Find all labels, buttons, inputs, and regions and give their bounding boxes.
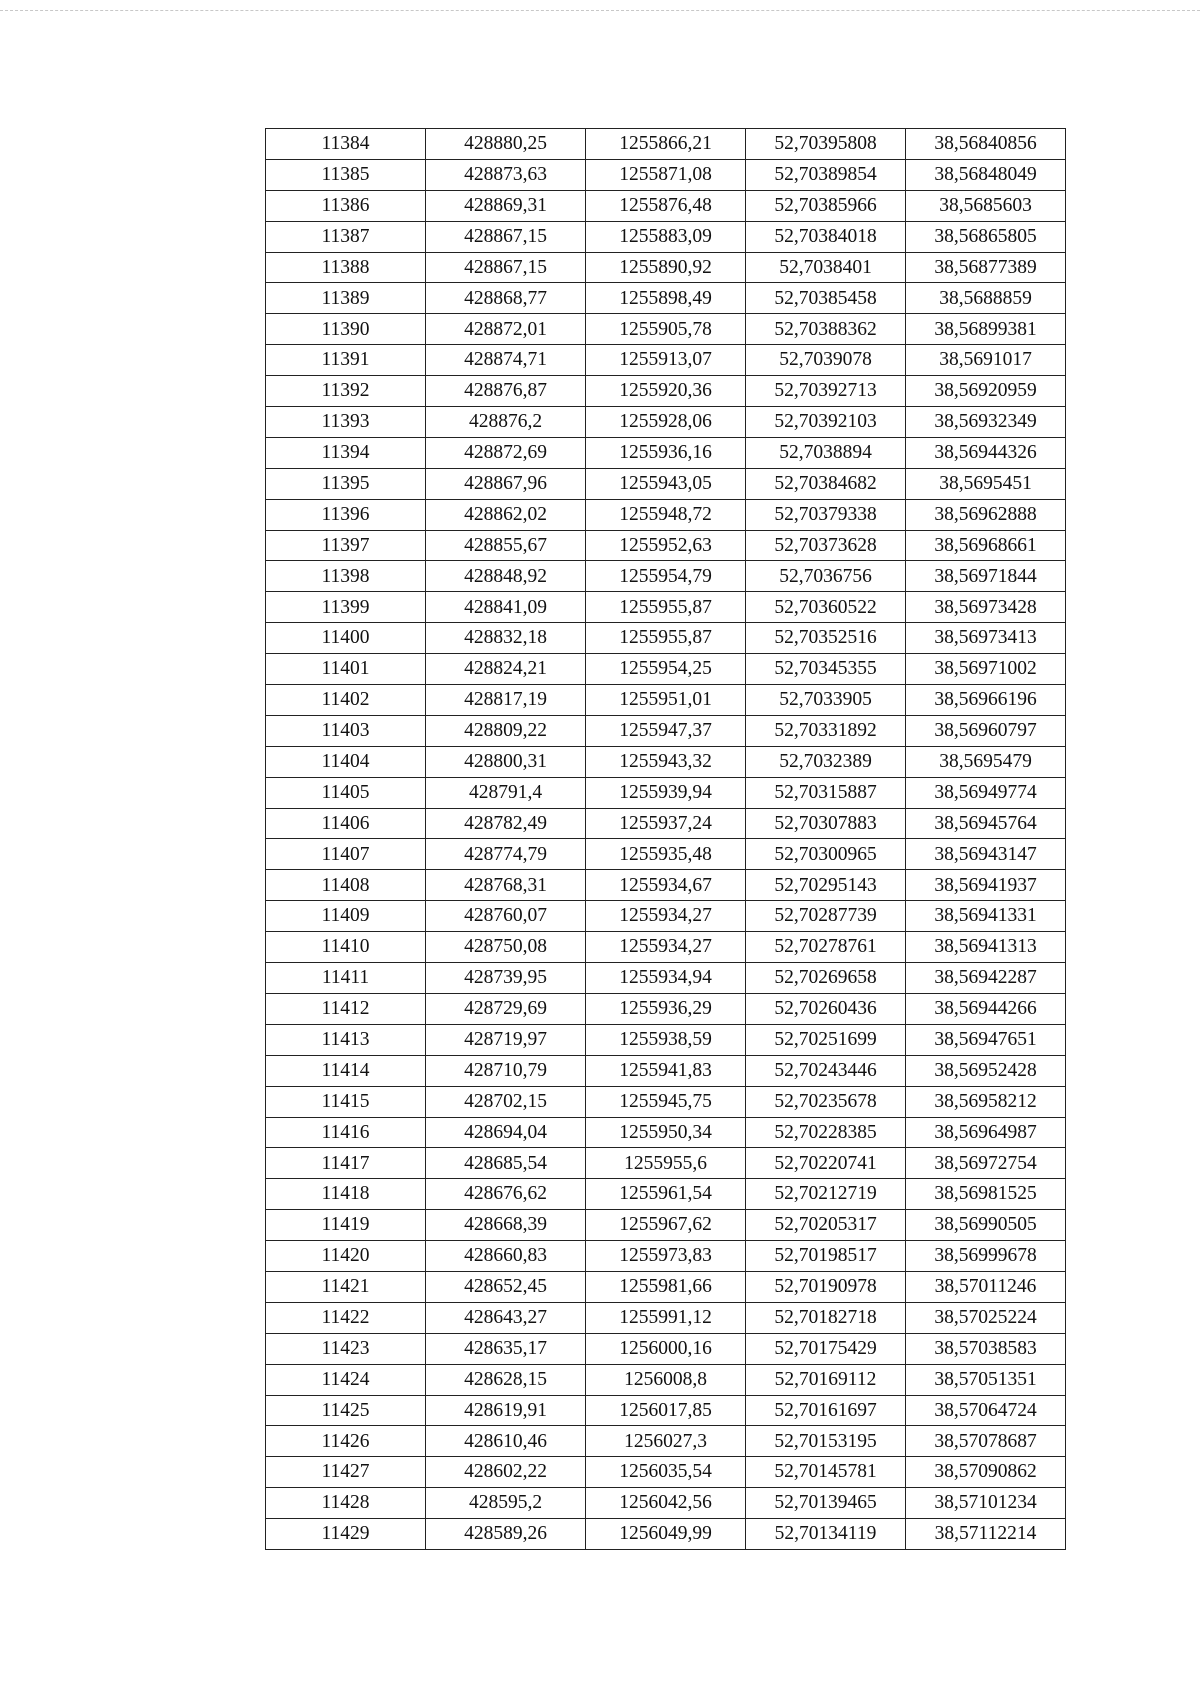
x-coordinate-cell: 428880,25 — [426, 129, 586, 160]
x-coordinate-cell: 428774,79 — [426, 839, 586, 870]
x-coordinate-cell: 428750,08 — [426, 932, 586, 963]
latitude-cell: 52,70395808 — [746, 129, 906, 160]
x-coordinate-cell: 428768,31 — [426, 870, 586, 901]
latitude-cell: 52,70161697 — [746, 1395, 906, 1426]
latitude-cell: 52,70260436 — [746, 993, 906, 1024]
table-row — [266, 839, 1066, 870]
y-coordinate-cell: 1255955,87 — [586, 623, 746, 654]
latitude-cell: 52,70360522 — [746, 592, 906, 623]
latitude-cell: 52,70153195 — [746, 1426, 906, 1457]
x-coordinate-cell: 428876,2 — [426, 407, 586, 438]
point-number-cell: 11417 — [266, 1148, 426, 1179]
table-row — [266, 561, 1066, 592]
latitude-cell: 52,70384018 — [746, 221, 906, 252]
latitude-cell: 52,7038401 — [746, 252, 906, 283]
y-coordinate-cell: 1255973,83 — [586, 1241, 746, 1272]
table-row — [266, 1426, 1066, 1457]
longitude-cell: 38,57025224 — [906, 1302, 1066, 1333]
latitude-cell: 52,70175429 — [746, 1333, 906, 1364]
point-number-cell: 11405 — [266, 777, 426, 808]
longitude-cell: 38,56960797 — [906, 715, 1066, 746]
x-coordinate-cell: 428595,2 — [426, 1488, 586, 1519]
table-row — [266, 129, 1066, 160]
longitude-cell: 38,56990505 — [906, 1210, 1066, 1241]
y-coordinate-cell: 1255913,07 — [586, 345, 746, 376]
y-coordinate-cell: 1255934,94 — [586, 963, 746, 994]
x-coordinate-cell: 428832,18 — [426, 623, 586, 654]
point-number-cell: 11403 — [266, 715, 426, 746]
x-coordinate-cell: 428848,92 — [426, 561, 586, 592]
point-number-cell: 11409 — [266, 901, 426, 932]
x-coordinate-cell: 428685,54 — [426, 1148, 586, 1179]
x-coordinate-cell: 428702,15 — [426, 1086, 586, 1117]
point-number-cell: 11391 — [266, 345, 426, 376]
longitude-cell: 38,56973428 — [906, 592, 1066, 623]
latitude-cell: 52,70190978 — [746, 1271, 906, 1302]
x-coordinate-cell: 428676,62 — [426, 1179, 586, 1210]
longitude-cell: 38,57038583 — [906, 1333, 1066, 1364]
longitude-cell: 38,56840856 — [906, 129, 1066, 160]
latitude-cell: 52,70145781 — [746, 1457, 906, 1488]
table-row — [266, 901, 1066, 932]
longitude-cell: 38,56899381 — [906, 314, 1066, 345]
table-row — [266, 159, 1066, 190]
point-number-cell: 11404 — [266, 746, 426, 777]
point-number-cell: 11416 — [266, 1117, 426, 1148]
longitude-cell: 38,56943147 — [906, 839, 1066, 870]
y-coordinate-cell: 1255883,09 — [586, 221, 746, 252]
y-coordinate-cell: 1255952,63 — [586, 530, 746, 561]
latitude-cell: 52,70278761 — [746, 932, 906, 963]
y-coordinate-cell: 1255955,87 — [586, 592, 746, 623]
longitude-cell: 38,5685603 — [906, 190, 1066, 221]
table-row — [266, 932, 1066, 963]
x-coordinate-cell: 428643,27 — [426, 1302, 586, 1333]
x-coordinate-cell: 428635,17 — [426, 1333, 586, 1364]
longitude-cell: 38,56944266 — [906, 993, 1066, 1024]
latitude-cell: 52,70315887 — [746, 777, 906, 808]
y-coordinate-cell: 1255943,05 — [586, 468, 746, 499]
longitude-cell: 38,56848049 — [906, 159, 1066, 190]
latitude-cell: 52,7039078 — [746, 345, 906, 376]
point-number-cell: 11408 — [266, 870, 426, 901]
table-row — [266, 190, 1066, 221]
point-number-cell: 11393 — [266, 407, 426, 438]
x-coordinate-cell: 428668,39 — [426, 1210, 586, 1241]
point-number-cell: 11422 — [266, 1302, 426, 1333]
point-number-cell: 11414 — [266, 1055, 426, 1086]
x-coordinate-cell: 428862,02 — [426, 499, 586, 530]
latitude-cell: 52,70269658 — [746, 963, 906, 994]
point-number-cell: 11394 — [266, 437, 426, 468]
latitude-cell: 52,70243446 — [746, 1055, 906, 1086]
y-coordinate-cell: 1255938,59 — [586, 1024, 746, 1055]
coordinates-table-body — [266, 129, 1066, 1550]
point-number-cell: 11385 — [266, 159, 426, 190]
y-coordinate-cell: 1255934,27 — [586, 901, 746, 932]
table-row — [266, 1488, 1066, 1519]
x-coordinate-cell: 428876,87 — [426, 376, 586, 407]
table-row — [266, 1241, 1066, 1272]
y-coordinate-cell: 1256049,99 — [586, 1519, 746, 1550]
latitude-cell: 52,70392713 — [746, 376, 906, 407]
longitude-cell: 38,56964987 — [906, 1117, 1066, 1148]
point-number-cell: 11429 — [266, 1519, 426, 1550]
x-coordinate-cell: 428809,22 — [426, 715, 586, 746]
table-row — [266, 221, 1066, 252]
table-row — [266, 777, 1066, 808]
point-number-cell: 11428 — [266, 1488, 426, 1519]
y-coordinate-cell: 1255934,67 — [586, 870, 746, 901]
longitude-cell: 38,57064724 — [906, 1395, 1066, 1426]
longitude-cell: 38,57011246 — [906, 1271, 1066, 1302]
y-coordinate-cell: 1255943,32 — [586, 746, 746, 777]
point-number-cell: 11418 — [266, 1179, 426, 1210]
y-coordinate-cell: 1255937,24 — [586, 808, 746, 839]
y-coordinate-cell: 1255934,27 — [586, 932, 746, 963]
table-row — [266, 1055, 1066, 1086]
x-coordinate-cell: 428610,46 — [426, 1426, 586, 1457]
point-number-cell: 11384 — [266, 129, 426, 160]
y-coordinate-cell: 1255961,54 — [586, 1179, 746, 1210]
table-row — [266, 623, 1066, 654]
latitude-cell: 52,70182718 — [746, 1302, 906, 1333]
longitude-cell: 38,56932349 — [906, 407, 1066, 438]
point-number-cell: 11392 — [266, 376, 426, 407]
x-coordinate-cell: 428867,15 — [426, 252, 586, 283]
point-number-cell: 11426 — [266, 1426, 426, 1457]
x-coordinate-cell: 428824,21 — [426, 654, 586, 685]
latitude-cell: 52,70385966 — [746, 190, 906, 221]
longitude-cell: 38,5691017 — [906, 345, 1066, 376]
latitude-cell: 52,70379338 — [746, 499, 906, 530]
point-number-cell: 11415 — [266, 1086, 426, 1117]
point-number-cell: 11389 — [266, 283, 426, 314]
latitude-cell: 52,70235678 — [746, 1086, 906, 1117]
table-row — [266, 314, 1066, 345]
point-number-cell: 11388 — [266, 252, 426, 283]
latitude-cell: 52,7033905 — [746, 685, 906, 716]
x-coordinate-cell: 428874,71 — [426, 345, 586, 376]
x-coordinate-cell: 428800,31 — [426, 746, 586, 777]
y-coordinate-cell: 1255967,62 — [586, 1210, 746, 1241]
longitude-cell: 38,57078687 — [906, 1426, 1066, 1457]
longitude-cell: 38,56941937 — [906, 870, 1066, 901]
table-row — [266, 1364, 1066, 1395]
y-coordinate-cell: 1255955,6 — [586, 1148, 746, 1179]
latitude-cell: 52,70373628 — [746, 530, 906, 561]
y-coordinate-cell: 1255935,48 — [586, 839, 746, 870]
point-number-cell: 11412 — [266, 993, 426, 1024]
longitude-cell: 38,56942287 — [906, 963, 1066, 994]
point-number-cell: 11390 — [266, 314, 426, 345]
longitude-cell: 38,57101234 — [906, 1488, 1066, 1519]
y-coordinate-cell: 1256042,56 — [586, 1488, 746, 1519]
latitude-cell: 52,70198517 — [746, 1241, 906, 1272]
point-number-cell: 11425 — [266, 1395, 426, 1426]
table-row — [266, 685, 1066, 716]
x-coordinate-cell: 428628,15 — [426, 1364, 586, 1395]
latitude-cell: 52,70385458 — [746, 283, 906, 314]
latitude-cell: 52,70287739 — [746, 901, 906, 932]
x-coordinate-cell: 428817,19 — [426, 685, 586, 716]
y-coordinate-cell: 1256000,16 — [586, 1333, 746, 1364]
y-coordinate-cell: 1255950,34 — [586, 1117, 746, 1148]
longitude-cell: 38,57090862 — [906, 1457, 1066, 1488]
point-number-cell: 11386 — [266, 190, 426, 221]
x-coordinate-cell: 428873,63 — [426, 159, 586, 190]
latitude-cell: 52,7032389 — [746, 746, 906, 777]
longitude-cell: 38,56999678 — [906, 1241, 1066, 1272]
point-number-cell: 11420 — [266, 1241, 426, 1272]
latitude-cell: 52,7038894 — [746, 437, 906, 468]
table-row — [266, 437, 1066, 468]
table-row — [266, 1457, 1066, 1488]
table-row — [266, 963, 1066, 994]
point-number-cell: 11401 — [266, 654, 426, 685]
table-row — [266, 1333, 1066, 1364]
y-coordinate-cell: 1256035,54 — [586, 1457, 746, 1488]
latitude-cell: 52,70139465 — [746, 1488, 906, 1519]
table-row — [266, 1395, 1066, 1426]
longitude-cell: 38,56962888 — [906, 499, 1066, 530]
latitude-cell: 52,70300965 — [746, 839, 906, 870]
point-number-cell: 11387 — [266, 221, 426, 252]
longitude-cell: 38,56941313 — [906, 932, 1066, 963]
table-row — [266, 592, 1066, 623]
point-number-cell: 11410 — [266, 932, 426, 963]
longitude-cell: 38,56973413 — [906, 623, 1066, 654]
y-coordinate-cell: 1255866,21 — [586, 129, 746, 160]
longitude-cell: 38,56920959 — [906, 376, 1066, 407]
y-coordinate-cell: 1255936,29 — [586, 993, 746, 1024]
coordinates-table — [265, 128, 1066, 1550]
table-row — [266, 345, 1066, 376]
y-coordinate-cell: 1256008,8 — [586, 1364, 746, 1395]
table-row — [266, 1024, 1066, 1055]
longitude-cell: 38,56972754 — [906, 1148, 1066, 1179]
longitude-cell: 38,56968661 — [906, 530, 1066, 561]
table-row — [266, 808, 1066, 839]
table-row — [266, 1086, 1066, 1117]
longitude-cell: 38,57112214 — [906, 1519, 1066, 1550]
point-number-cell: 11399 — [266, 592, 426, 623]
longitude-cell: 38,56971002 — [906, 654, 1066, 685]
x-coordinate-cell: 428869,31 — [426, 190, 586, 221]
table-row — [266, 283, 1066, 314]
point-number-cell: 11395 — [266, 468, 426, 499]
point-number-cell: 11407 — [266, 839, 426, 870]
latitude-cell: 52,70389854 — [746, 159, 906, 190]
table-row — [266, 715, 1066, 746]
x-coordinate-cell: 428867,96 — [426, 468, 586, 499]
point-number-cell: 11402 — [266, 685, 426, 716]
point-number-cell: 11398 — [266, 561, 426, 592]
table-row — [266, 870, 1066, 901]
table-row — [266, 252, 1066, 283]
longitude-cell: 38,5695451 — [906, 468, 1066, 499]
y-coordinate-cell: 1255951,01 — [586, 685, 746, 716]
x-coordinate-cell: 428619,91 — [426, 1395, 586, 1426]
longitude-cell: 38,56941331 — [906, 901, 1066, 932]
x-coordinate-cell: 428841,09 — [426, 592, 586, 623]
y-coordinate-cell: 1255948,72 — [586, 499, 746, 530]
longitude-cell: 38,56981525 — [906, 1179, 1066, 1210]
table-row — [266, 407, 1066, 438]
table-row — [266, 993, 1066, 1024]
table-row — [266, 1271, 1066, 1302]
x-coordinate-cell: 428710,79 — [426, 1055, 586, 1086]
latitude-cell: 52,70388362 — [746, 314, 906, 345]
x-coordinate-cell: 428739,95 — [426, 963, 586, 994]
x-coordinate-cell: 428652,45 — [426, 1271, 586, 1302]
table-row — [266, 499, 1066, 530]
latitude-cell: 52,70228385 — [746, 1117, 906, 1148]
point-number-cell: 11421 — [266, 1271, 426, 1302]
longitude-cell: 38,56949774 — [906, 777, 1066, 808]
longitude-cell: 38,56877389 — [906, 252, 1066, 283]
longitude-cell: 38,56865805 — [906, 221, 1066, 252]
table-row — [266, 530, 1066, 561]
longitude-cell: 38,5695479 — [906, 746, 1066, 777]
longitude-cell: 38,56952428 — [906, 1055, 1066, 1086]
latitude-cell: 52,70384682 — [746, 468, 906, 499]
table-row — [266, 1179, 1066, 1210]
point-number-cell: 11423 — [266, 1333, 426, 1364]
y-coordinate-cell: 1255954,79 — [586, 561, 746, 592]
y-coordinate-cell: 1255981,66 — [586, 1271, 746, 1302]
point-number-cell: 11427 — [266, 1457, 426, 1488]
latitude-cell: 52,70251699 — [746, 1024, 906, 1055]
point-number-cell: 11406 — [266, 808, 426, 839]
longitude-cell: 38,56947651 — [906, 1024, 1066, 1055]
latitude-cell: 52,70134119 — [746, 1519, 906, 1550]
x-coordinate-cell: 428855,67 — [426, 530, 586, 561]
latitude-cell: 52,70212719 — [746, 1179, 906, 1210]
x-coordinate-cell: 428602,22 — [426, 1457, 586, 1488]
y-coordinate-cell: 1255947,37 — [586, 715, 746, 746]
latitude-cell: 52,70205317 — [746, 1210, 906, 1241]
longitude-cell: 38,56944326 — [906, 437, 1066, 468]
latitude-cell: 52,70307883 — [746, 808, 906, 839]
table-row — [266, 1148, 1066, 1179]
point-number-cell: 11413 — [266, 1024, 426, 1055]
x-coordinate-cell: 428782,49 — [426, 808, 586, 839]
y-coordinate-cell: 1255890,92 — [586, 252, 746, 283]
x-coordinate-cell: 428589,26 — [426, 1519, 586, 1550]
longitude-cell: 38,56966196 — [906, 685, 1066, 716]
point-number-cell: 11419 — [266, 1210, 426, 1241]
y-coordinate-cell: 1256017,85 — [586, 1395, 746, 1426]
y-coordinate-cell: 1255945,75 — [586, 1086, 746, 1117]
latitude-cell: 52,70295143 — [746, 870, 906, 901]
latitude-cell: 52,70352516 — [746, 623, 906, 654]
latitude-cell: 52,70331892 — [746, 715, 906, 746]
y-coordinate-cell: 1255939,94 — [586, 777, 746, 808]
y-coordinate-cell: 1255920,36 — [586, 376, 746, 407]
table-row — [266, 1210, 1066, 1241]
table-row — [266, 1117, 1066, 1148]
longitude-cell: 38,56971844 — [906, 561, 1066, 592]
longitude-cell: 38,5688859 — [906, 283, 1066, 314]
table-row — [266, 746, 1066, 777]
x-coordinate-cell: 428729,69 — [426, 993, 586, 1024]
y-coordinate-cell: 1255991,12 — [586, 1302, 746, 1333]
y-coordinate-cell: 1256027,3 — [586, 1426, 746, 1457]
longitude-cell: 38,57051351 — [906, 1364, 1066, 1395]
x-coordinate-cell: 428867,15 — [426, 221, 586, 252]
x-coordinate-cell: 428872,69 — [426, 437, 586, 468]
scan-edge-line — [0, 10, 1200, 11]
x-coordinate-cell: 428694,04 — [426, 1117, 586, 1148]
y-coordinate-cell: 1255905,78 — [586, 314, 746, 345]
point-number-cell: 11424 — [266, 1364, 426, 1395]
table-row — [266, 376, 1066, 407]
latitude-cell: 52,70169112 — [746, 1364, 906, 1395]
y-coordinate-cell: 1255876,48 — [586, 190, 746, 221]
y-coordinate-cell: 1255928,06 — [586, 407, 746, 438]
latitude-cell: 52,7036756 — [746, 561, 906, 592]
longitude-cell: 38,56958212 — [906, 1086, 1066, 1117]
point-number-cell: 11400 — [266, 623, 426, 654]
table-row — [266, 1302, 1066, 1333]
y-coordinate-cell: 1255954,25 — [586, 654, 746, 685]
latitude-cell: 52,70220741 — [746, 1148, 906, 1179]
point-number-cell: 11396 — [266, 499, 426, 530]
x-coordinate-cell: 428872,01 — [426, 314, 586, 345]
y-coordinate-cell: 1255871,08 — [586, 159, 746, 190]
table-row — [266, 468, 1066, 499]
x-coordinate-cell: 428760,07 — [426, 901, 586, 932]
y-coordinate-cell: 1255936,16 — [586, 437, 746, 468]
x-coordinate-cell: 428660,83 — [426, 1241, 586, 1272]
point-number-cell: 11411 — [266, 963, 426, 994]
latitude-cell: 52,70392103 — [746, 407, 906, 438]
x-coordinate-cell: 428791,4 — [426, 777, 586, 808]
longitude-cell: 38,56945764 — [906, 808, 1066, 839]
x-coordinate-cell: 428868,77 — [426, 283, 586, 314]
y-coordinate-cell: 1255941,83 — [586, 1055, 746, 1086]
y-coordinate-cell: 1255898,49 — [586, 283, 746, 314]
latitude-cell: 52,70345355 — [746, 654, 906, 685]
table-row — [266, 654, 1066, 685]
x-coordinate-cell: 428719,97 — [426, 1024, 586, 1055]
point-number-cell: 11397 — [266, 530, 426, 561]
table-row — [266, 1519, 1066, 1550]
